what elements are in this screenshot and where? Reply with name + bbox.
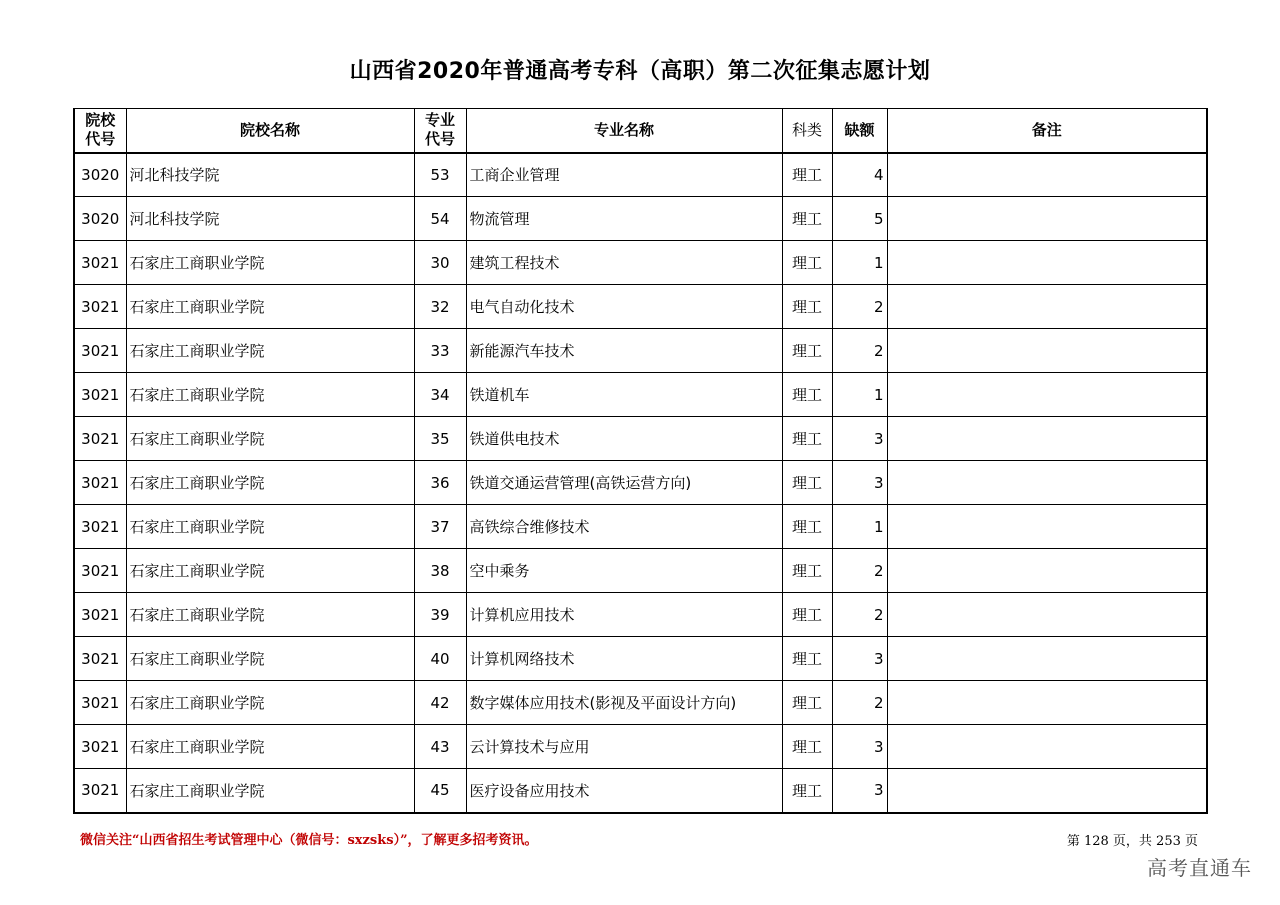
cell-major-name: 云计算技术与应用 bbox=[466, 725, 782, 769]
cell-type: 理工 bbox=[782, 417, 832, 461]
cell-major-code: 38 bbox=[414, 549, 466, 593]
cell-major-name: 铁道机车 bbox=[466, 373, 782, 417]
cell-school-name: 石家庄工商职业学院 bbox=[126, 417, 414, 461]
table-row bbox=[74, 241, 1207, 285]
cell-remark bbox=[887, 241, 1207, 285]
plan-table-body bbox=[74, 153, 1207, 813]
cell-school-code: 3021 bbox=[74, 373, 126, 417]
cell-major-code: 54 bbox=[414, 197, 466, 241]
watermark-text: 高考直通车 bbox=[1147, 856, 1252, 880]
cell-major-code: 53 bbox=[414, 153, 466, 197]
page-title: 山西省2020年普通高考专科（高职）第二次征集志愿计划 bbox=[349, 59, 931, 84]
cell-major-name: 空中乘务 bbox=[466, 549, 782, 593]
cell-school-code: 3021 bbox=[74, 681, 126, 725]
cell-major-name: 铁道交通运营管理(高铁运营方向) bbox=[466, 461, 782, 505]
cell-school-name: 石家庄工商职业学院 bbox=[126, 461, 414, 505]
cell-major-name: 电气自动化技术 bbox=[466, 285, 782, 329]
table-row bbox=[74, 461, 1207, 505]
cell-type: 理工 bbox=[782, 241, 832, 285]
cell-school-name: 石家庄工商职业学院 bbox=[126, 593, 414, 637]
cell-type: 理工 bbox=[782, 197, 832, 241]
cell-vacancy: 2 bbox=[832, 549, 887, 593]
cell-major-code: 32 bbox=[414, 285, 466, 329]
cell-school-code: 3021 bbox=[74, 637, 126, 681]
cell-remark bbox=[887, 153, 1207, 197]
cell-type: 理工 bbox=[782, 505, 832, 549]
header-school-code: 院校代号 bbox=[74, 109, 126, 153]
cell-type: 理工 bbox=[782, 549, 832, 593]
cell-type: 理工 bbox=[782, 373, 832, 417]
cell-type: 理工 bbox=[782, 153, 832, 197]
cell-type: 理工 bbox=[782, 681, 832, 725]
cell-remark bbox=[887, 769, 1207, 813]
cell-type: 理工 bbox=[782, 637, 832, 681]
cell-school-name: 石家庄工商职业学院 bbox=[126, 637, 414, 681]
cell-major-code: 33 bbox=[414, 329, 466, 373]
table-row bbox=[74, 549, 1207, 593]
page-number: 第 128 页，共 253 页 bbox=[1066, 834, 1198, 849]
cell-major-code: 35 bbox=[414, 417, 466, 461]
cell-major-name: 新能源汽车技术 bbox=[466, 329, 782, 373]
table-row bbox=[74, 329, 1207, 373]
cell-major-code: 42 bbox=[414, 681, 466, 725]
table-row bbox=[74, 769, 1207, 813]
cell-school-name: 石家庄工商职业学院 bbox=[126, 549, 414, 593]
table-header-row bbox=[74, 109, 1207, 153]
table-row bbox=[74, 285, 1207, 329]
table-row bbox=[74, 725, 1207, 769]
header-remark: 备注 bbox=[887, 109, 1207, 153]
cell-school-code: 3021 bbox=[74, 329, 126, 373]
cell-school-code: 3021 bbox=[74, 593, 126, 637]
cell-remark bbox=[887, 505, 1207, 549]
cell-vacancy: 2 bbox=[832, 681, 887, 725]
cell-type: 理工 bbox=[782, 769, 832, 813]
table-row bbox=[74, 197, 1207, 241]
cell-school-code: 3020 bbox=[74, 197, 126, 241]
cell-school-code: 3021 bbox=[74, 549, 126, 593]
cell-major-code: 43 bbox=[414, 725, 466, 769]
cell-major-name: 工商企业管理 bbox=[466, 153, 782, 197]
cell-vacancy: 3 bbox=[832, 725, 887, 769]
cell-major-name: 计算机网络技术 bbox=[466, 637, 782, 681]
cell-major-name: 高铁综合维修技术 bbox=[466, 505, 782, 549]
cell-school-name: 石家庄工商职业学院 bbox=[126, 681, 414, 725]
table-row bbox=[74, 417, 1207, 461]
table-row bbox=[74, 637, 1207, 681]
cell-school-name: 石家庄工商职业学院 bbox=[126, 329, 414, 373]
cell-type: 理工 bbox=[782, 593, 832, 637]
cell-remark bbox=[887, 637, 1207, 681]
table-row bbox=[74, 593, 1207, 637]
cell-major-name: 数字媒体应用技术(影视及平面设计方向) bbox=[466, 681, 782, 725]
cell-remark bbox=[887, 197, 1207, 241]
cell-type: 理工 bbox=[782, 461, 832, 505]
cell-school-name: 石家庄工商职业学院 bbox=[126, 505, 414, 549]
cell-school-name: 石家庄工商职业学院 bbox=[126, 241, 414, 285]
cell-remark bbox=[887, 373, 1207, 417]
cell-vacancy: 1 bbox=[832, 505, 887, 549]
cell-major-name: 物流管理 bbox=[466, 197, 782, 241]
header-vacancy: 缺额 bbox=[832, 109, 887, 153]
cell-major-name: 医疗设备应用技术 bbox=[466, 769, 782, 813]
cell-vacancy: 3 bbox=[832, 637, 887, 681]
cell-remark bbox=[887, 725, 1207, 769]
header-type: 科类 bbox=[782, 109, 832, 153]
cell-remark bbox=[887, 681, 1207, 725]
cell-major-code: 36 bbox=[414, 461, 466, 505]
cell-remark bbox=[887, 461, 1207, 505]
cell-remark bbox=[887, 593, 1207, 637]
cell-major-name: 计算机应用技术 bbox=[466, 593, 782, 637]
cell-major-name: 建筑工程技术 bbox=[466, 241, 782, 285]
cell-school-name: 石家庄工商职业学院 bbox=[126, 769, 414, 813]
cell-remark bbox=[887, 417, 1207, 461]
header-major-name: 专业名称 bbox=[466, 109, 782, 153]
cell-vacancy: 5 bbox=[832, 197, 887, 241]
cell-vacancy: 3 bbox=[832, 417, 887, 461]
cell-major-code: 39 bbox=[414, 593, 466, 637]
cell-school-code: 3020 bbox=[74, 153, 126, 197]
cell-school-name: 石家庄工商职业学院 bbox=[126, 373, 414, 417]
cell-school-code: 3021 bbox=[74, 769, 126, 813]
cell-school-name: 河北科技学院 bbox=[126, 153, 414, 197]
cell-school-code: 3021 bbox=[74, 417, 126, 461]
cell-major-code: 34 bbox=[414, 373, 466, 417]
table-row bbox=[74, 153, 1207, 197]
cell-type: 理工 bbox=[782, 329, 832, 373]
cell-major-code: 37 bbox=[414, 505, 466, 549]
table-row bbox=[74, 505, 1207, 549]
cell-vacancy: 3 bbox=[832, 461, 887, 505]
cell-school-code: 3021 bbox=[74, 285, 126, 329]
cell-school-name: 石家庄工商职业学院 bbox=[126, 725, 414, 769]
cell-school-name: 石家庄工商职业学院 bbox=[126, 285, 414, 329]
cell-type: 理工 bbox=[782, 285, 832, 329]
cell-vacancy: 2 bbox=[832, 329, 887, 373]
cell-vacancy: 1 bbox=[832, 373, 887, 417]
cell-remark bbox=[887, 329, 1207, 373]
cell-school-code: 3021 bbox=[74, 461, 126, 505]
footer-wechat-note: 微信关注“山西省招生考试管理中心（微信号：sxzsks）”，了解更多招考资讯。 bbox=[80, 833, 538, 848]
cell-school-code: 3021 bbox=[74, 241, 126, 285]
cell-school-code: 3021 bbox=[74, 505, 126, 549]
header-major-code: 专业代号 bbox=[414, 109, 466, 153]
cell-major-code: 45 bbox=[414, 769, 466, 813]
cell-type: 理工 bbox=[782, 725, 832, 769]
plan-table bbox=[73, 108, 1208, 814]
cell-remark bbox=[887, 549, 1207, 593]
header-school-name: 院校名称 bbox=[126, 109, 414, 153]
table-row bbox=[74, 373, 1207, 417]
cell-vacancy: 1 bbox=[832, 241, 887, 285]
cell-school-code: 3021 bbox=[74, 725, 126, 769]
cell-major-name: 铁道供电技术 bbox=[466, 417, 782, 461]
cell-vacancy: 2 bbox=[832, 285, 887, 329]
cell-major-code: 40 bbox=[414, 637, 466, 681]
cell-major-code: 30 bbox=[414, 241, 466, 285]
cell-vacancy: 4 bbox=[832, 153, 887, 197]
table-row bbox=[74, 681, 1207, 725]
cell-school-name: 河北科技学院 bbox=[126, 197, 414, 241]
cell-remark bbox=[887, 285, 1207, 329]
cell-vacancy: 2 bbox=[832, 593, 887, 637]
cell-vacancy: 3 bbox=[832, 769, 887, 813]
